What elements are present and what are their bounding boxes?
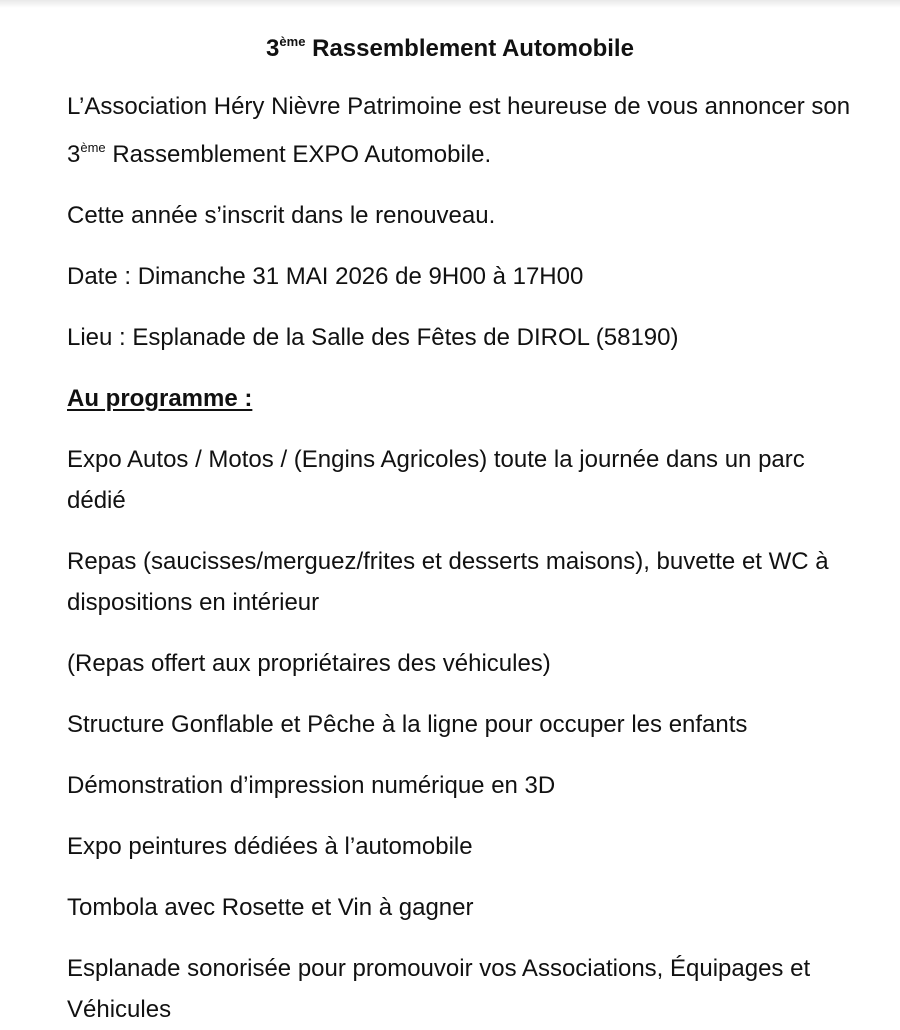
intro-superscript: ème [80, 140, 106, 155]
lieu-paragraph: Lieu : Esplanade de la Salle des Fêtes de DIROL (58190) [67, 324, 679, 351]
document-title [0, 20, 900, 71]
programme-heading: Au programme : [67, 385, 253, 412]
programme-item: Expo Autos / Motos / (Engins Agricoles) toute la journée dans un parc dédié [67, 446, 805, 514]
programme-item: Démonstration d’impression numérique en 3D [67, 772, 556, 799]
programme-item: Structure Gonflable et Pêche à la ligne pour occuper les enfants [67, 711, 748, 738]
title-superscript: ème [279, 34, 306, 49]
programme-item: (Repas offert aux propriétaires des véhicules) [67, 650, 551, 677]
intro-paragraph [67, 86, 867, 175]
date-paragraph: Date : Dimanche 31 MAI 2026 de 9H00 à 17H00 [67, 263, 584, 290]
programme-item: Repas (saucisses/merguez/frites et desserts maisons), buvette et WC à dispositions en intérieur [67, 548, 829, 616]
intro-text-part1: L’Association Héry Nièvre Patrimoine est heureuse de vous annoncer son 3 [67, 93, 851, 168]
programme-item: Esplanade sonorisée pour promouvoir vos Associations, Équipages et Véhicules [67, 955, 811, 1023]
top-edge-shadow [0, 0, 900, 8]
document-page [67, 20, 867, 1030]
title-text: Rassemblement Automobile [305, 35, 634, 62]
programme-item: Tombola avec Rosette et Vin à gagner [67, 894, 474, 921]
title-number: 3 [266, 35, 280, 62]
renouveau-paragraph: Cette année s’inscrit dans le renouveau. [67, 202, 496, 229]
programme-item: Expo peintures dédiées à l’automobile [67, 833, 473, 860]
intro-text-part2: Rassemblement EXPO Automobile. [105, 141, 492, 168]
